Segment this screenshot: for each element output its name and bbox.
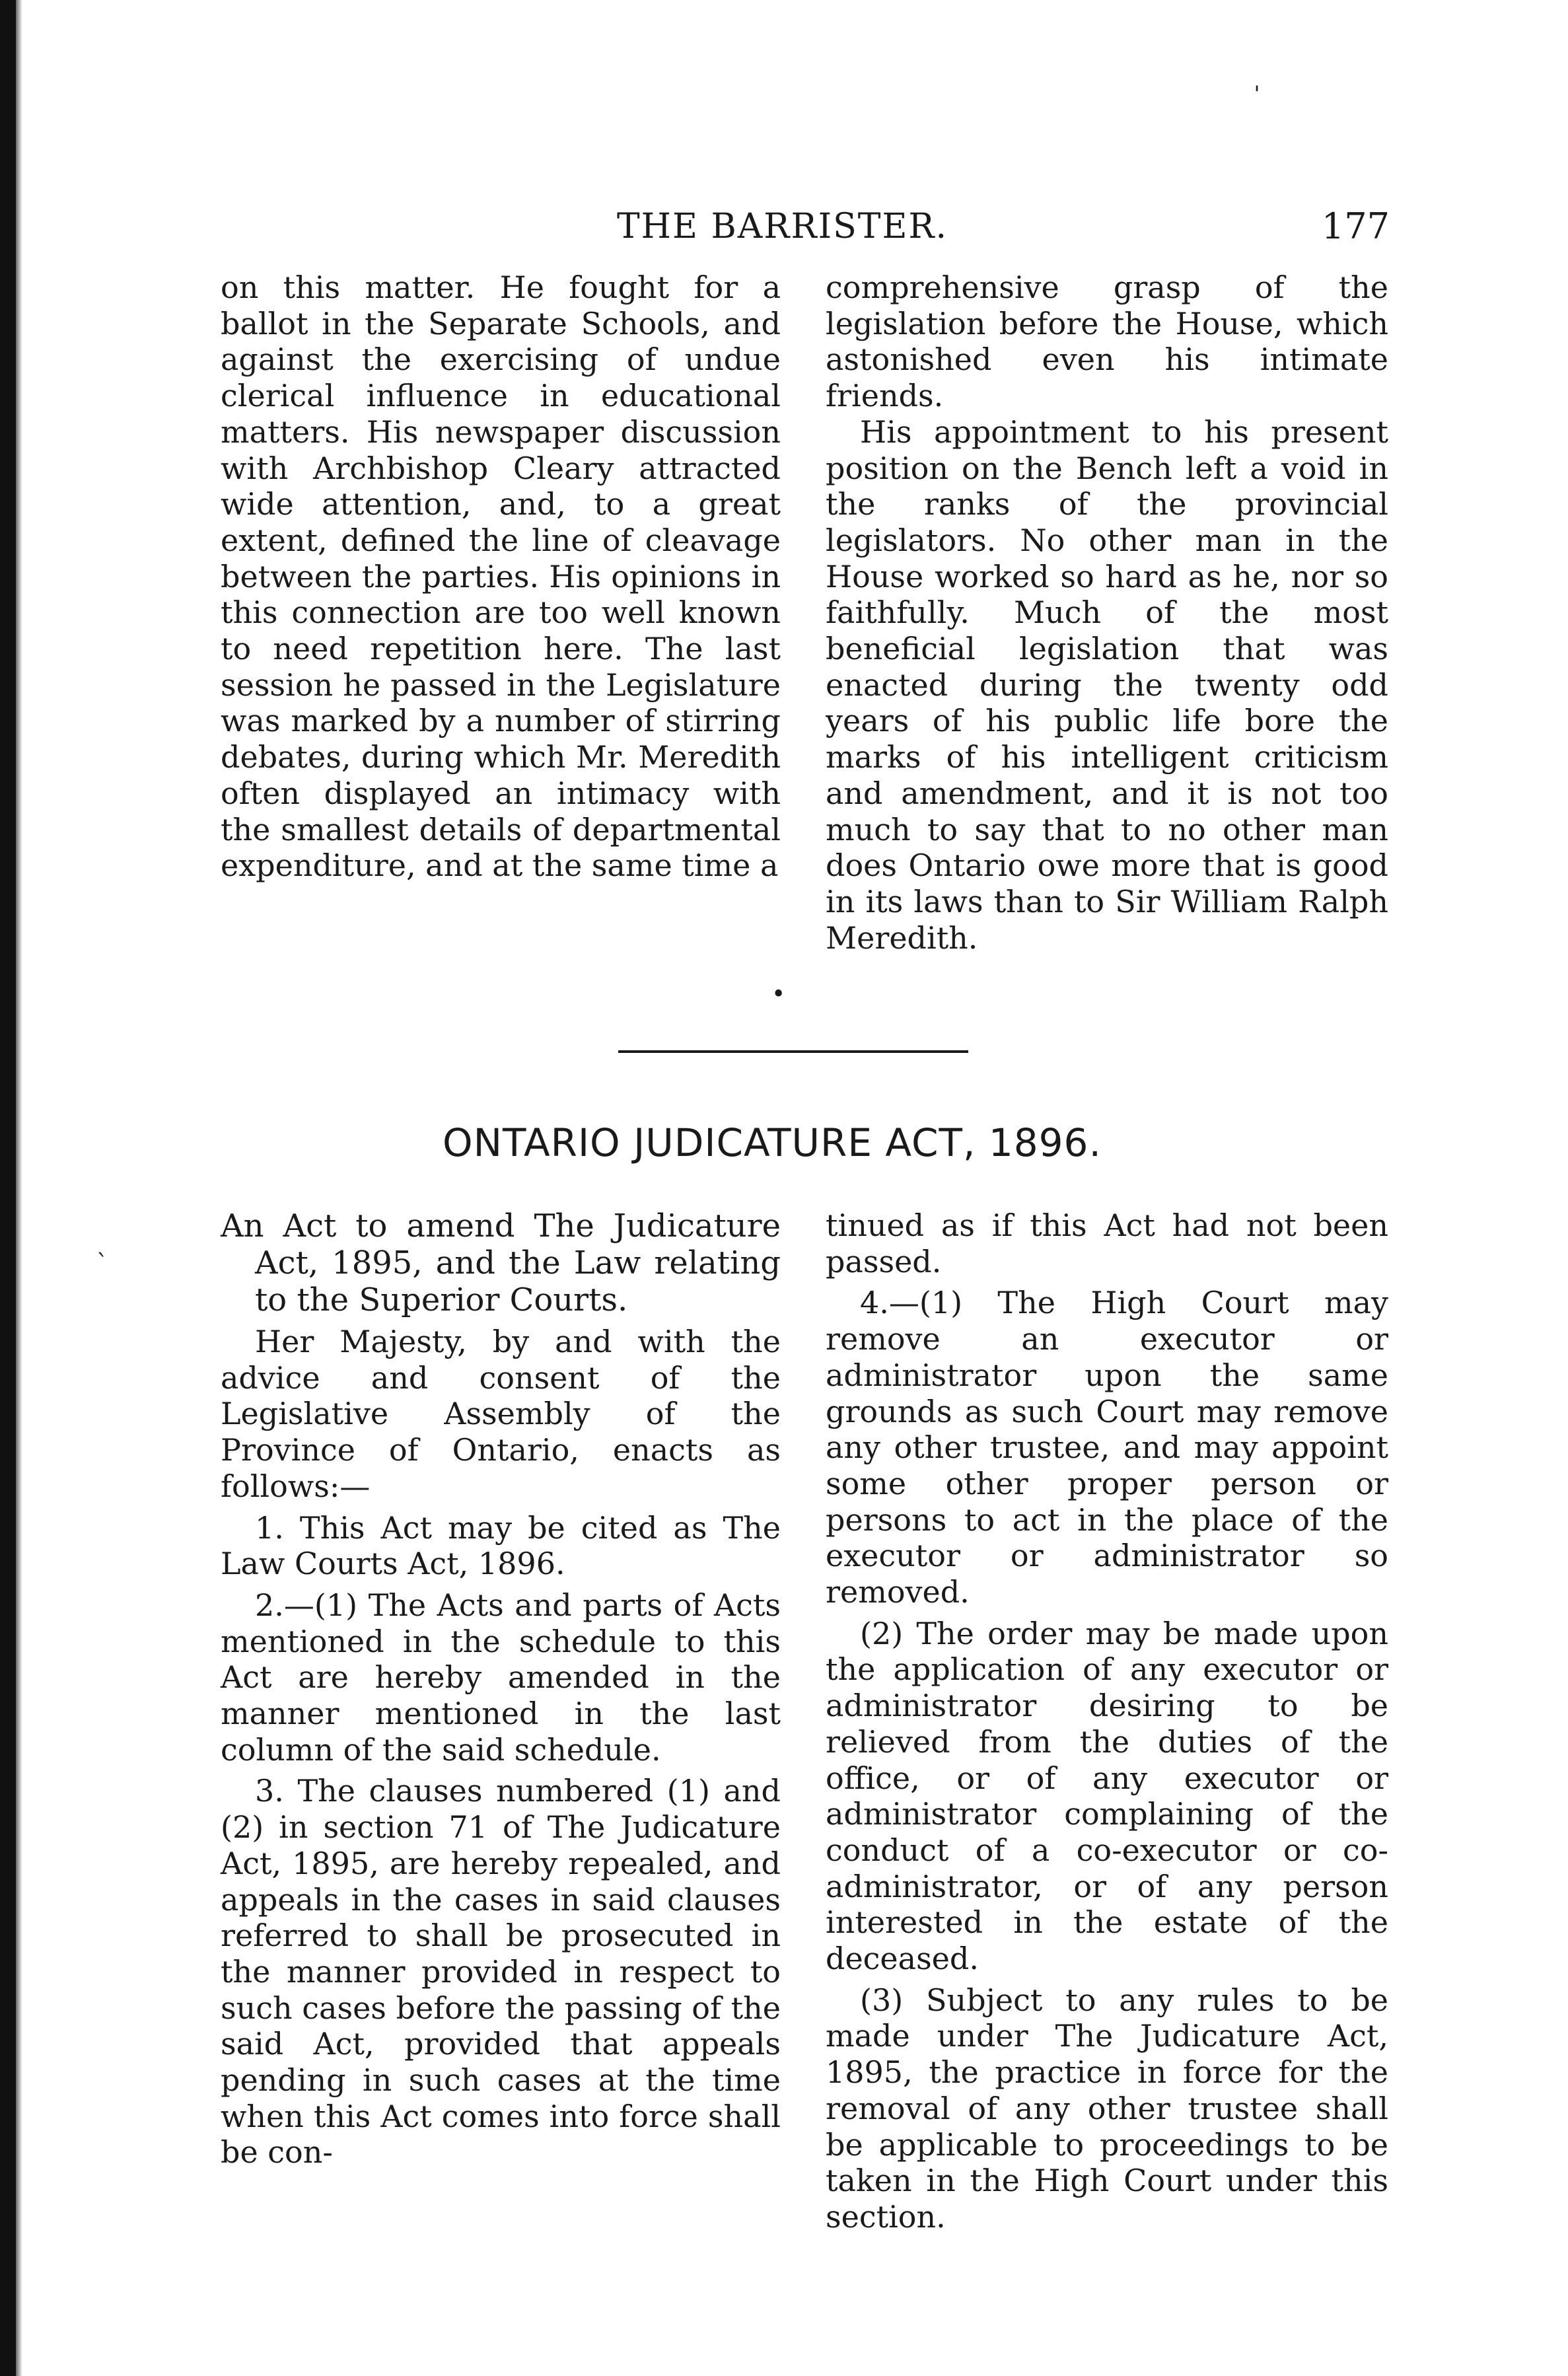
- biography-column-left: [221, 270, 781, 884]
- page-binding-shadow: [16, 0, 22, 2376]
- act-section-2: 2.—(1) The Acts and parts of Acts mentioned in the schedule to this Act are hereby amended in the manner mentioned in the last column of the said schedule.: [221, 1587, 781, 1768]
- page-header: [221, 203, 1390, 250]
- act-section-4-1: 4.—(1) The High Court may remove an executor or administrator upon the same grounds as such Court may remove any other trustee, and may appoint some other proper person or persons to act in the place of the executor or administrator so removed.: [826, 1285, 1388, 1610]
- section-title: ONTARIO JUDICATURE ACT, 1896.: [443, 1120, 1102, 1165]
- act-section-4-2: (2) The order may be made upon the application of any executor or administrator desiring to be relieved from the duties of the office, or of any executor or administrator complaining of the conduct of a co-executor or co-administrator, or of any person interested in the estate of the deceased.: [826, 1615, 1388, 1977]
- stray-ink-dot: •: [771, 981, 786, 1008]
- act-column-left: [221, 1207, 781, 2176]
- stray-ink-mark: ˋ: [96, 1250, 108, 1278]
- running-head: THE BARRISTER.: [617, 207, 948, 246]
- biography-paragraph: on this matter. He fought for a ballot in the Separate Schools, and against the exercising of undue clerical influence in educational matters. His newspaper discussion with Archbishop Cleary attracted wide attention, and, to a great extent, defined the line of cleavage between the parties. His opinions in this connection are too well known to need repetition here. The last session he passed in the Legislature was marked by a number of stirring debates, during which Mr. Meredith often displayed an intimacy with the smallest details of departmental expenditure, and at the same time a: [221, 270, 781, 884]
- stray-ink-mark: ˈ: [1254, 83, 1260, 110]
- biography-column-right: [826, 270, 1388, 956]
- act-column-right: [826, 1207, 1388, 2241]
- page-number: 177: [1321, 205, 1390, 247]
- act-preamble: An Act to amend The Judicature Act, 1895, and the Law relating to the Superior Courts.: [221, 1207, 781, 1318]
- biography-paragraph: His appointment to his present position on the Bench left a void in the ranks of the provincial legislators. No other man in the House worked so hard as he, nor so faithfully. Much of the most beneficial legislation that was enacted during the twenty odd years of his public life bore the marks of his intelligent criticism and amendment, and it is not too much to say that to no other man does Ontario owe more that is good in its laws than to Sir William Ralph Meredith.: [826, 414, 1388, 956]
- section-divider: [618, 1050, 968, 1053]
- act-section-3: 3. The clauses numbered (1) and (2) in section 71 of The Judicature Act, 1895, are hereby repealed, and appeals in the cases in said clauses referred to shall be prosecuted in the manner provided in respect to such cases before the passing of the said Act, provided that appeals pending in such cases at the time when this Act comes into force shall be con-: [221, 1773, 781, 2171]
- act-section-4-3: (3) Subject to any rules to be made under The Judicature Act, 1895, the practice in force for the removal of any other trustee shall be applicable to proceedings to be taken in the High Court under this section.: [826, 1982, 1388, 2235]
- page-binding-edge: [0, 0, 16, 2376]
- biography-paragraph: comprehensive grasp of the legislation before the House, which astonished even his intimate friends.: [826, 270, 1388, 414]
- act-paragraph-continued: tinued as if this Act had not been passed.: [826, 1207, 1388, 1279]
- act-section-1: 1. This Act may be cited as The Law Courts Act, 1896.: [221, 1509, 781, 1582]
- act-paragraph: Her Majesty, by and with the advice and consent of the Legislative Assembly of the Province of Ontario, enacts as follows:—: [221, 1324, 781, 1504]
